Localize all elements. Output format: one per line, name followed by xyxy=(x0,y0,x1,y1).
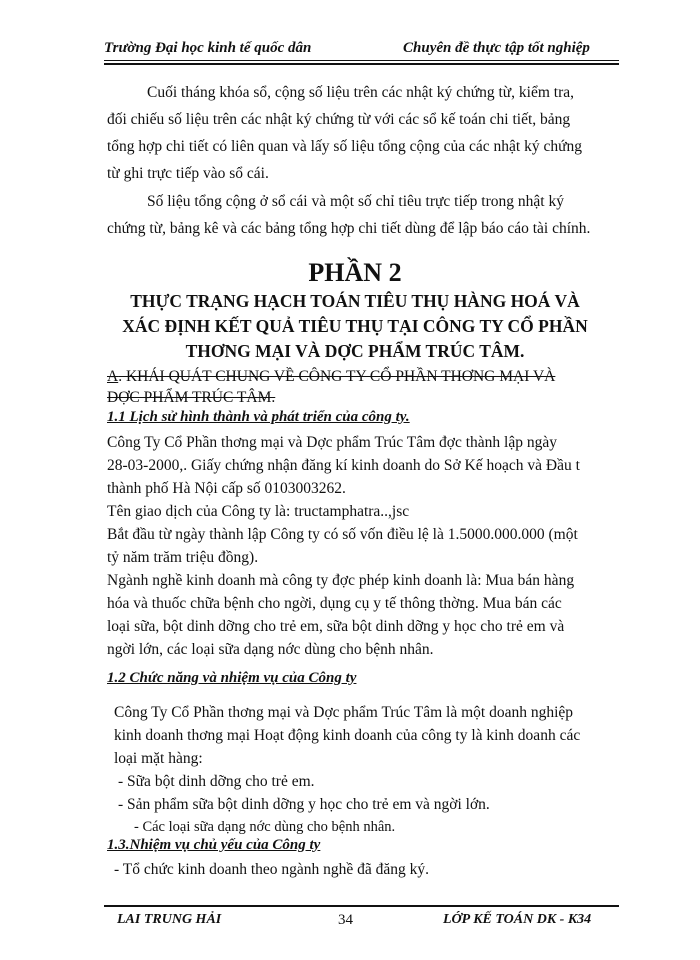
section-1-1-heading: 1.1 Lịch sử hình thành và phát triển của công ty. xyxy=(107,409,410,425)
s13-line1: - Tổ chức kinh doanh theo ngành nghề đã đăng ký. xyxy=(114,861,430,878)
part-title-line2: XÁC ĐỊNH KẾT QUẢ TIÊU THỤ TẠI CÔNG TY CỔ PHẦN xyxy=(122,316,588,336)
section-1-3-heading: 1.3.Nhiệm vụ chủ yếu của Công ty xyxy=(107,837,321,853)
intro-p1-line1: Cuối tháng khóa sổ, cộng số liệu trên các nhật ký chứng từ, kiểm tra, xyxy=(147,84,575,101)
part-title-line3: THƠNG MẠI VÀ DỢC PHẨM TRÚC TÂM. xyxy=(185,341,525,361)
section-1-2-heading: 1.2 Chức năng và nhiệm vụ của Công ty xyxy=(107,670,357,686)
footer-left: LAI TRUNG HẢI xyxy=(117,912,222,927)
s11-line6: tỷ năm trăm triệu đồng). xyxy=(107,549,259,566)
section-a-line2: DỢC PHẨM TRÚC TÂM. xyxy=(107,389,276,406)
page-number: 34 xyxy=(338,912,353,928)
s12-line2: kinh doanh thơng mại Hoạt động kinh doanh của công ty là kinh doanh các xyxy=(114,727,581,744)
s11-line4: Tên giao dịch của Công ty là: tructamphatra..,jsc xyxy=(107,503,410,520)
s11-line2: 28-03-2000,. Giấy chứng nhận đăng kí kinh doanh do Sở Kế hoạch và Đầu t xyxy=(107,457,580,474)
s11-line7: Ngành nghề kinh doanh mà công ty đợc phép kinh doanh là: Mua bán hàng xyxy=(107,572,575,589)
intro-p2-line2: chứng từ, bảng kê và các bảng tổng hợp chi tiết dùng để lập báo cáo tài chính. xyxy=(107,220,591,237)
s11-line8: hóa và thuốc chữa bệnh cho ngời, dụng cụ y tế thông thờng. Mua bán các xyxy=(107,595,562,612)
intro-p1-line4: từ ghi trực tiếp vào sổ cái. xyxy=(107,165,269,182)
header-right: Chuyên đề thực tập tốt nghiệp xyxy=(403,40,590,56)
section-a-marker: A xyxy=(107,368,119,385)
part-label: PHẦN 2 xyxy=(308,258,402,287)
footer-right: LỚP KẾ TOÁN DK - K34 xyxy=(443,912,592,927)
intro-p2-line1: Số liệu tổng cộng ở sổ cái và một số chỉ tiêu trực tiếp trong nhật ký xyxy=(147,193,564,210)
s11-line10: ngời lớn, các loại sữa dạng nớc dùng cho bệnh nhân. xyxy=(107,641,434,658)
s12-bullet1: - Sữa bột dinh dỡng cho trẻ em. xyxy=(118,773,315,790)
s12-bullet2: - Sản phẩm sữa bột dinh dỡng y học cho trẻ em và ngời lớn. xyxy=(118,796,490,813)
section-a-heading xyxy=(107,368,555,386)
header-left: Trường Đại học kinh tế quốc dân xyxy=(104,40,312,56)
header-rule xyxy=(104,60,619,61)
intro-p1-line3: tổng hợp chi tiết có liên quan và lấy số liệu tổng cộng của các nhật ký chứng xyxy=(107,138,583,155)
header-rule-thick xyxy=(104,63,619,65)
s12-line3: loại mặt hàng: xyxy=(114,750,203,767)
part-title-line1: THỰC TRẠNG HẠCH TOÁN TIÊU THỤ HÀNG HOÁ VÀ xyxy=(130,291,580,311)
intro-p1-line2: đối chiếu số liệu trên các nhật ký chứng từ với các sổ kế toán chi tiết, bảng xyxy=(107,111,571,128)
s11-line9: loại sữa, bột dinh dỡng cho trẻ em, sữa bột dinh dỡng y học cho trẻ em và xyxy=(107,618,565,635)
footer-rule xyxy=(104,905,619,907)
s12-bullet3: - Các loại sữa dạng nớc dùng cho bệnh nhân. xyxy=(134,819,396,835)
s11-line5: Bắt đầu từ ngày thành lập Công ty có số vốn điều lệ là 1.5000.000.000 (một xyxy=(107,526,578,543)
s11-line1: Công Ty Cổ Phần thơng mại và Dợc phẩm Trúc Tâm đợc thành lập ngày xyxy=(107,434,557,451)
s11-line3: thành phố Hà Nội cấp số 0103003262. xyxy=(107,480,346,497)
s12-line1: Công Ty Cổ Phần thơng mại và Dợc phẩm Trúc Tâm là một doanh nghiệp xyxy=(114,704,574,721)
section-a-line1: . KHÁI QUÁT CHUNG VỀ CÔNG TY CỔ PHẦN THƠNG MẠI VÀ xyxy=(118,368,556,385)
